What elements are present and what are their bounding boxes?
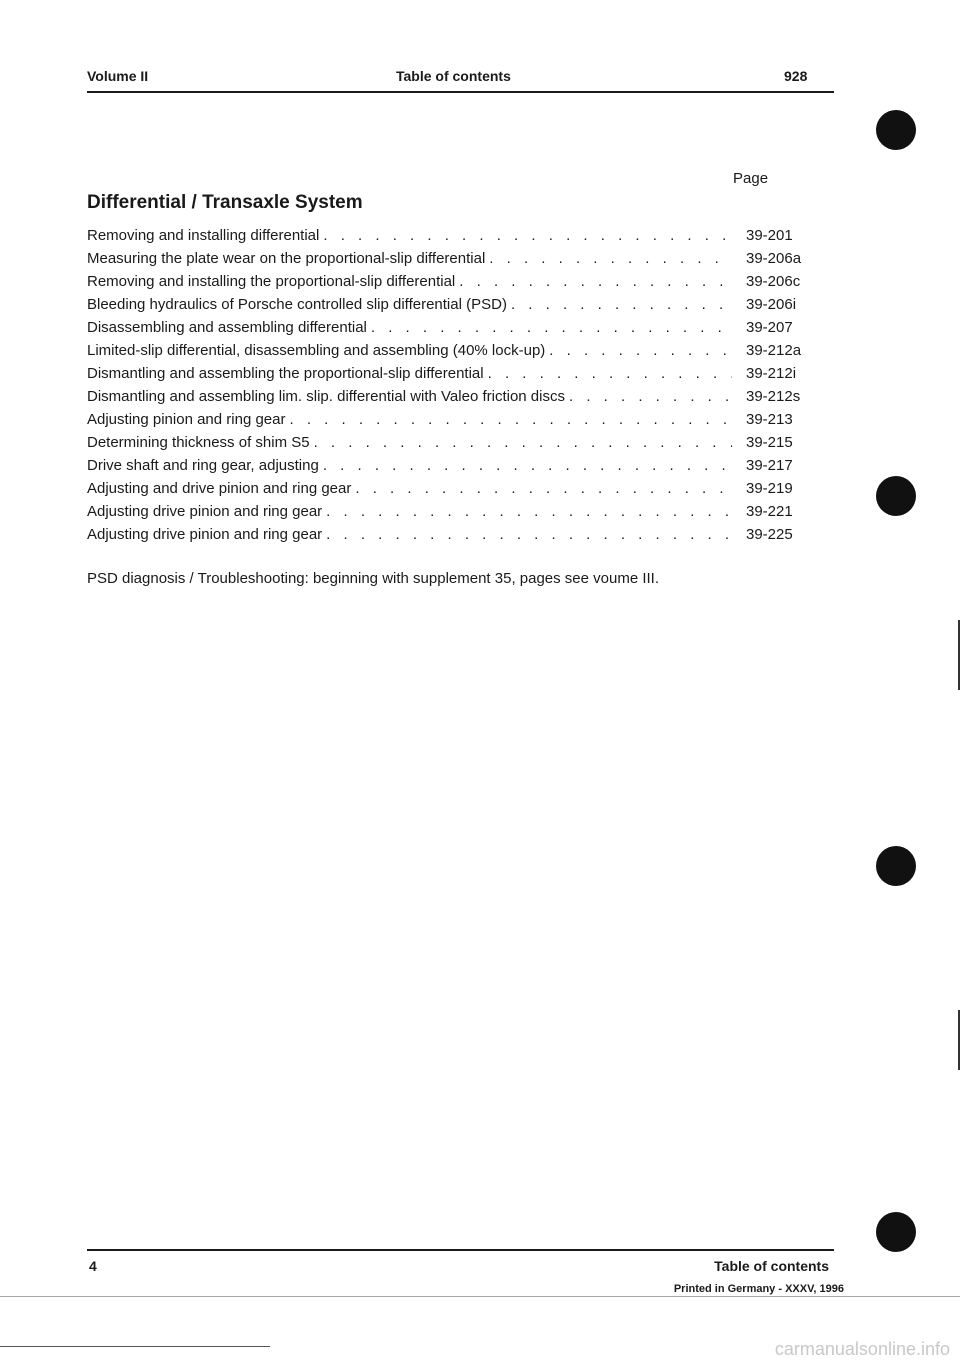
header-volume: Volume II (87, 68, 149, 84)
toc-entry-title: Determining thickness of shim S5 (87, 434, 310, 451)
toc-entry-page: 39-225 (746, 526, 793, 543)
toc-entry-page: 39-221 (746, 503, 793, 520)
toc-entry-title: Dismantling and assembling the proportional-slip differential (87, 365, 484, 382)
toc-entry (87, 296, 812, 319)
toc-entry (87, 342, 812, 365)
toc-entry-title: Adjusting drive pinion and ring gear (87, 526, 323, 543)
toc-dot-leader (549, 342, 732, 359)
toc-entry-page: 39-212a (746, 342, 802, 359)
page-column-label: Page (733, 170, 769, 187)
toc-entry-page: 39-217 (746, 457, 793, 474)
toc-dot-leader (371, 319, 732, 336)
toc-dot-leader (289, 411, 732, 428)
footer-title: Table of contents (714, 1258, 829, 1274)
punch-hole (876, 476, 916, 516)
toc-entry (87, 319, 812, 342)
toc-entry-page: 39-212s (746, 388, 801, 405)
toc-dot-leader (489, 250, 732, 267)
toc-dot-leader (323, 227, 732, 244)
toc-dot-leader (326, 503, 732, 520)
punch-hole (876, 110, 916, 150)
toc-entry (87, 227, 812, 250)
toc-dot-leader (314, 434, 732, 451)
toc-entry-title: Removing and installing differential (87, 227, 320, 244)
toc-entry-title: Measuring the plate wear on the proportional-slip differential (87, 250, 486, 267)
toc-entry (87, 365, 812, 388)
footer-page-number: 4 (89, 1258, 97, 1274)
toc-dot-leader (488, 365, 732, 382)
toc-entry-page: 39-219 (746, 480, 793, 497)
header-model-number: 928 (784, 68, 808, 84)
toc-entry-title: Adjusting and drive pinion and ring gear (87, 480, 352, 497)
toc-dot-leader (323, 457, 732, 474)
watermark: carmanualsonline.info (774, 1339, 950, 1359)
toc-entry-page: 39-201 (746, 227, 793, 244)
scan-line (0, 1346, 270, 1347)
toc-entry (87, 388, 812, 411)
toc-entry (87, 434, 812, 457)
toc-entry-page: 39-207 (746, 319, 793, 336)
header-title: Table of contents (396, 68, 511, 84)
punch-hole (876, 1212, 916, 1252)
scan-line (0, 1296, 960, 1297)
toc-entry-page: 39-206c (746, 273, 801, 290)
toc-dot-leader (511, 296, 732, 313)
toc-entry (87, 411, 812, 434)
toc-entry-title: Removing and installing the proportional-slip differential (87, 273, 456, 290)
footer-printed: Printed in Germany - XXXV, 1996 (673, 1283, 844, 1295)
toc-entry-page: 39-212i (746, 365, 797, 382)
toc-entry-title: Adjusting pinion and ring gear (87, 411, 286, 428)
toc-entry-page: 39-206a (746, 250, 802, 267)
toc-dot-leader (326, 526, 732, 543)
toc-entry-title: Disassembling and assembling differential (87, 319, 367, 336)
toc-entry (87, 457, 812, 480)
toc-entry-title: Limited-slip differential, disassembling and assembling (40% lock-up) (87, 342, 546, 359)
toc-dot-leader (355, 480, 732, 497)
note: PSD diagnosis / Troubleshooting: beginning with supplement 35, pages see voume III. (87, 570, 660, 587)
toc-entry-page: 39-215 (746, 434, 793, 451)
toc-entry (87, 273, 812, 296)
toc-entry-title: Bleeding hydraulics of Porsche controlled slip differential (PSD) (87, 296, 507, 313)
toc-entry-page: 39-206i (746, 296, 797, 313)
toc-entry (87, 480, 812, 503)
toc-entry-title: Adjusting drive pinion and ring gear (87, 503, 323, 520)
header-rule (87, 91, 834, 93)
toc-entry (87, 503, 812, 526)
toc-dot-leader (569, 388, 732, 405)
section-title: Differential / Transaxle System (87, 192, 363, 213)
toc-entry-page: 39-213 (746, 411, 793, 428)
toc-entry (87, 250, 812, 273)
toc-entry (87, 526, 812, 549)
toc-entry-title: Drive shaft and ring gear, adjusting (87, 457, 319, 474)
toc-list (87, 227, 812, 549)
toc-dot-leader (459, 273, 732, 290)
footer-rule (87, 1249, 834, 1251)
toc-entry-title: Dismantling and assembling lim. slip. differential with Valeo friction discs (87, 388, 565, 405)
punch-hole (876, 846, 916, 886)
